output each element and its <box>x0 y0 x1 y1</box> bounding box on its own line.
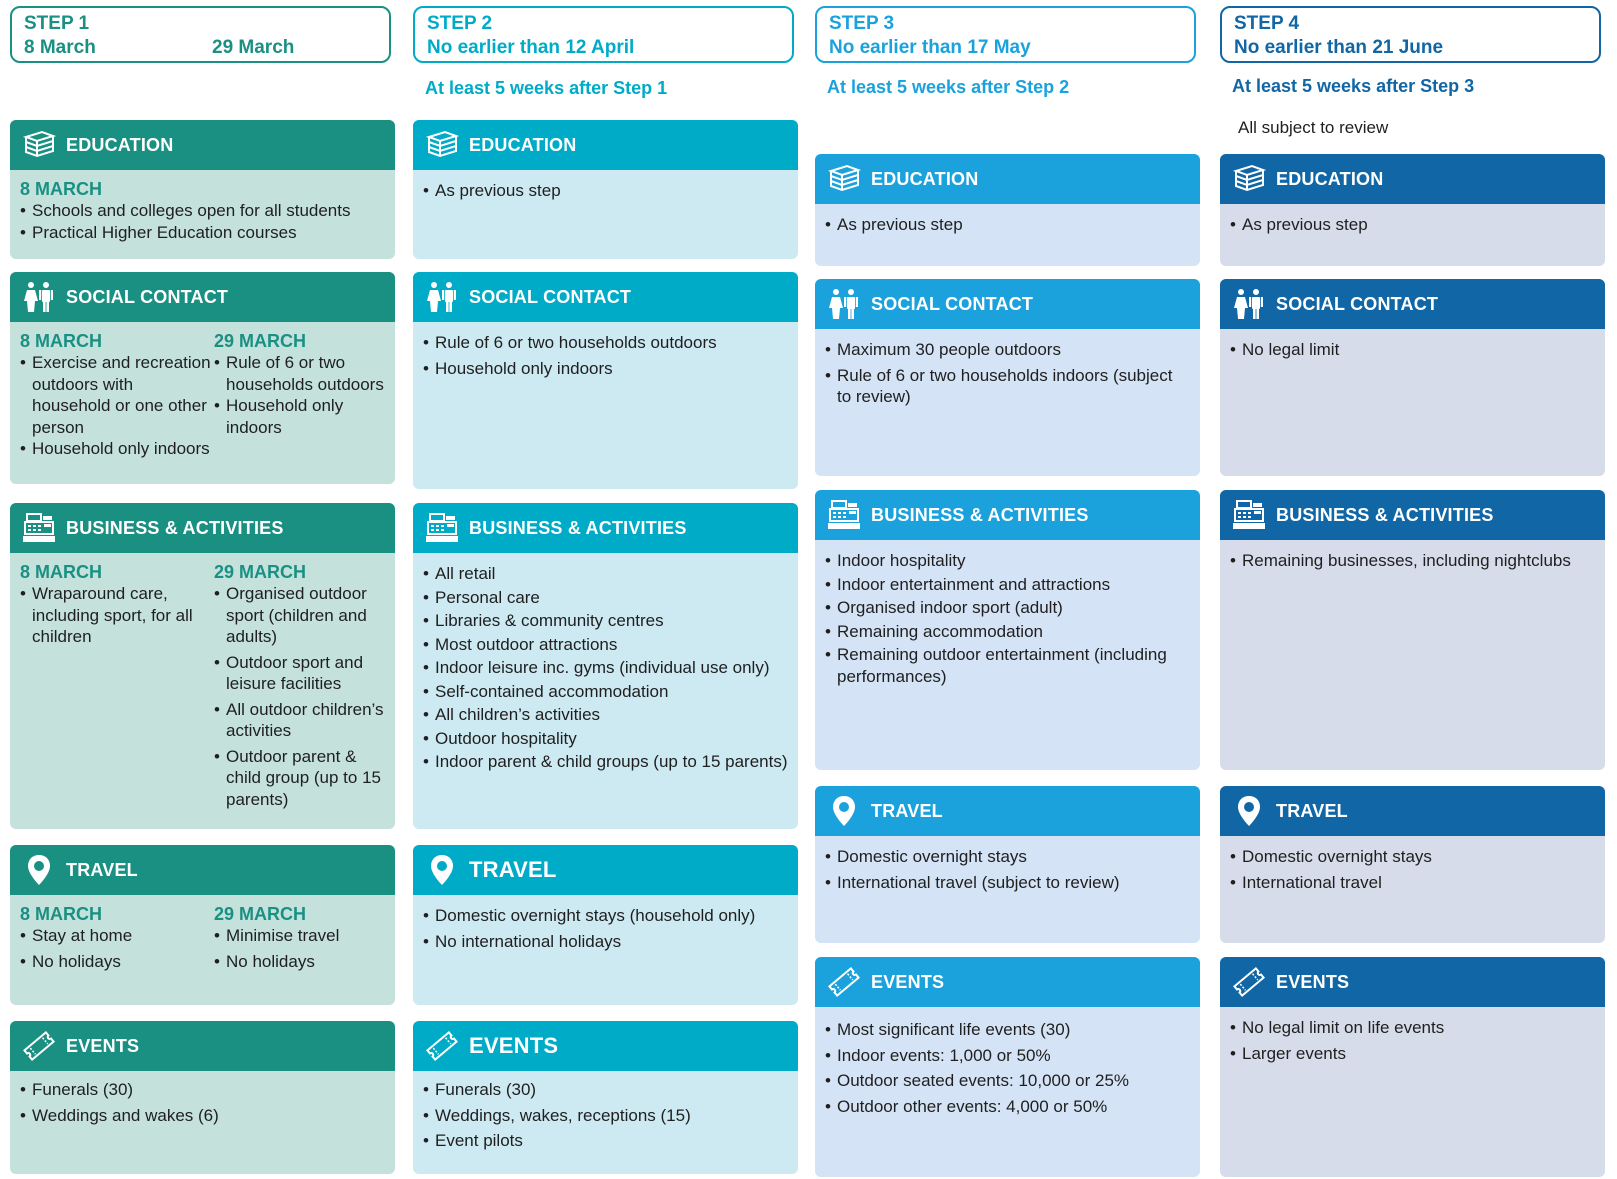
card-title: BUSINESS & ACTIVITIES <box>1276 504 1494 525</box>
card-title: EDUCATION <box>871 168 979 189</box>
bullet-list <box>20 583 214 648</box>
step-subtitle: At least 5 weeks after Step 2 <box>827 77 1070 97</box>
bullet-list <box>423 563 788 773</box>
bullet-item: • Event pilots <box>423 1130 788 1152</box>
business-activities-card <box>815 490 1200 770</box>
books-icon <box>825 162 863 196</box>
bullet-item: • Stay at home <box>20 925 214 947</box>
step-date: 8 March <box>24 37 96 58</box>
location-pin-icon <box>423 853 461 887</box>
bullet-list <box>214 352 385 438</box>
bullet-item: • All outdoor children’s activities <box>214 699 385 742</box>
social-contact-card <box>413 272 798 489</box>
bullet-item: • Outdoor other events: 4,000 or 50% <box>825 1096 1190 1118</box>
cash-register-icon <box>423 511 461 545</box>
card-title: SOCIAL CONTACT <box>66 286 229 307</box>
step-title: STEP 1 <box>24 13 90 34</box>
travel-card <box>1220 786 1605 943</box>
bullet-list <box>825 214 1190 236</box>
ticket-icon <box>20 1029 58 1063</box>
bullet-item: • Libraries & community centres <box>423 610 788 632</box>
business-activities-card <box>413 503 798 829</box>
bullet-item: • Domestic overnight stays <box>1230 846 1595 868</box>
step-date: No earlier than 17 May <box>829 37 1031 58</box>
bullet-item: • Outdoor sport and leisure facilities <box>214 652 385 695</box>
people-icon <box>423 280 461 314</box>
bullet-list <box>1230 214 1595 236</box>
bullet-item: • Indoor leisure inc. gyms (individual use only) <box>423 657 788 679</box>
date-label: 29 MARCH <box>214 904 307 924</box>
card-title: EVENTS <box>1276 971 1350 992</box>
bullet-item: • Funerals (30) <box>20 1079 385 1101</box>
education-card <box>1220 154 1605 266</box>
cash-register-icon <box>1230 498 1268 532</box>
bullet-list <box>214 583 385 810</box>
bullet-list <box>1230 339 1595 361</box>
events-card <box>413 1021 798 1174</box>
people-icon <box>825 287 863 321</box>
bullet-list <box>1230 1017 1595 1064</box>
card-title: TRAVEL <box>871 800 943 821</box>
bullet-item: • Indoor parent & child groups (up to 15 parents) <box>423 751 788 773</box>
bullet-item: • No legal limit on life events <box>1230 1017 1595 1039</box>
bullet-item: • Household only indoors <box>214 395 385 438</box>
travel-card <box>815 786 1200 943</box>
bullet-item: • Minimise travel <box>214 925 385 947</box>
card-title: EDUCATION <box>1276 168 1384 189</box>
step-1-column <box>10 0 395 1179</box>
bullet-item: • Most significant life events (30) <box>825 1019 1190 1041</box>
card-title: BUSINESS & ACTIVITIES <box>469 517 687 538</box>
card-title: EVENTS <box>66 1035 140 1056</box>
step-1-header <box>10 6 391 63</box>
education-card <box>815 154 1200 266</box>
bullet-item: • Indoor events: 1,000 or 50% <box>825 1045 1190 1067</box>
education-card <box>10 120 395 259</box>
bullet-list <box>20 352 214 460</box>
bullet-item: • No international holidays <box>423 931 788 953</box>
bullet-list <box>825 550 1190 687</box>
bullet-item: • As previous step <box>1230 214 1595 236</box>
bullet-item: • Outdoor seated events: 10,000 or 25% <box>825 1070 1190 1092</box>
bullet-item: • Organised outdoor sport (children and adults) <box>214 583 385 648</box>
step-title: STEP 4 <box>1234 13 1300 34</box>
bullet-item: • Domestic overnight stays (household only) <box>423 905 788 927</box>
bullet-item: • Rule of 6 or two households indoors (subject to review) <box>825 365 1190 408</box>
business-activities-card <box>10 503 395 829</box>
bullet-item: • Remaining businesses, including nightclubs <box>1230 550 1595 572</box>
bullet-item: • As previous step <box>423 180 788 202</box>
bullet-item: • Wraparound care, including sport, for all children <box>20 583 214 648</box>
social-contact-card <box>1220 279 1605 476</box>
bullet-item: • All children’s activities <box>423 704 788 726</box>
bullet-list <box>423 180 788 202</box>
bullet-list <box>825 1019 1190 1117</box>
bullet-item: • Exercise and recreation outdoors with household or one other person <box>20 352 214 438</box>
bullet-item: • Self-contained accommodation <box>423 681 788 703</box>
step-4-header <box>1220 6 1601 63</box>
books-icon <box>423 128 461 162</box>
date-label: 8 MARCH <box>20 331 103 351</box>
date-label: 29 MARCH <box>214 331 307 351</box>
date-label: 8 MARCH <box>20 179 103 199</box>
social-contact-card <box>10 272 395 484</box>
card-title: EVENTS <box>469 1033 559 1058</box>
card-title: TRAVEL <box>66 859 138 880</box>
bullet-list <box>20 925 214 972</box>
bullet-item: • Most outdoor attractions <box>423 634 788 656</box>
bullet-item: • Outdoor parent & child group (up to 15 parents) <box>214 746 385 811</box>
books-icon <box>1230 162 1268 196</box>
step-subtitle: At least 5 weeks after Step 3 <box>1232 76 1475 96</box>
review-note: All subject to review <box>1238 118 1389 137</box>
bullet-item: • Remaining outdoor entertainment (including performances) <box>825 644 1190 687</box>
business-activities-card <box>1220 490 1605 770</box>
location-pin-icon <box>20 853 58 887</box>
location-pin-icon <box>1230 794 1268 828</box>
bullet-list <box>20 200 385 243</box>
people-icon <box>1230 287 1268 321</box>
bullet-item: • Schools and colleges open for all students <box>20 200 385 222</box>
travel-card <box>413 845 798 1005</box>
bullet-item: • Maximum 30 people outdoors <box>825 339 1190 361</box>
step-date: No earlier than 21 June <box>1234 37 1444 58</box>
step-date: 29 March <box>212 37 295 58</box>
step-subtitle: At least 5 weeks after Step 1 <box>425 78 668 98</box>
bullet-list <box>423 1079 788 1152</box>
card-title: EDUCATION <box>469 134 577 155</box>
people-icon <box>20 280 58 314</box>
bullet-item: • Funerals (30) <box>423 1079 788 1101</box>
date-label: 8 MARCH <box>20 562 103 582</box>
events-card <box>1220 957 1605 1177</box>
cash-register-icon <box>20 511 58 545</box>
bullet-list <box>1230 846 1595 893</box>
bullet-list <box>20 1079 385 1126</box>
bullet-item: • Domestic overnight stays <box>825 846 1190 868</box>
travel-card <box>10 845 395 1005</box>
step-3-column <box>815 0 1200 1179</box>
bullet-item: • Organised indoor sport (adult) <box>825 597 1190 619</box>
bullet-item: • Larger events <box>1230 1043 1595 1065</box>
ticket-icon <box>825 965 863 999</box>
card-title: BUSINESS & ACTIVITIES <box>871 504 1089 525</box>
bullet-item: • International travel <box>1230 872 1595 894</box>
date-label: 8 MARCH <box>20 904 103 924</box>
bullet-list <box>825 846 1190 893</box>
bullet-item: • Weddings, wakes, receptions (15) <box>423 1105 788 1127</box>
bullet-item: • All retail <box>423 563 788 585</box>
events-card <box>815 957 1200 1177</box>
card-title: EDUCATION <box>66 134 174 155</box>
bullet-list <box>1230 550 1595 572</box>
bullet-list <box>423 905 788 952</box>
bullet-item: • As previous step <box>825 214 1190 236</box>
step-date: No earlier than 12 April <box>427 37 635 58</box>
bullet-item: • Outdoor hospitality <box>423 728 788 750</box>
card-title: BUSINESS & ACTIVITIES <box>66 517 284 538</box>
bullet-list <box>214 925 385 972</box>
bullet-item: • No legal limit <box>1230 339 1595 361</box>
step-2-column <box>413 0 798 1179</box>
card-title: SOCIAL CONTACT <box>871 293 1034 314</box>
bullet-item: • International travel (subject to review) <box>825 872 1190 894</box>
bullet-item: • Household only indoors <box>20 438 214 460</box>
bullet-item: • No holidays <box>214 951 385 973</box>
books-icon <box>20 128 58 162</box>
step-3-header <box>815 6 1196 63</box>
bullet-item: • Rule of 6 or two households outdoors <box>423 332 788 354</box>
education-card <box>413 120 798 259</box>
ticket-icon <box>1230 965 1268 999</box>
date-label: 29 MARCH <box>214 562 307 582</box>
bullet-item: • Household only indoors <box>423 358 788 380</box>
bullet-list <box>423 332 788 379</box>
step-title: STEP 2 <box>427 13 493 34</box>
bullet-item: • No holidays <box>20 951 214 973</box>
step-title: STEP 3 <box>829 13 895 34</box>
cash-register-icon <box>825 498 863 532</box>
step-2-header <box>413 6 794 63</box>
bullet-item: • Remaining accommodation <box>825 621 1190 643</box>
card-title: SOCIAL CONTACT <box>469 286 632 307</box>
card-title: TRAVEL <box>469 857 557 882</box>
bullet-item: • Rule of 6 or two households outdoors <box>214 352 385 395</box>
bullet-list <box>825 339 1190 408</box>
social-contact-card <box>815 279 1200 476</box>
bullet-item: • Indoor hospitality <box>825 550 1190 572</box>
card-title: EVENTS <box>871 971 945 992</box>
bullet-item: • Weddings and wakes (6) <box>20 1105 385 1127</box>
ticket-icon <box>423 1029 461 1063</box>
location-pin-icon <box>825 794 863 828</box>
step-4-column <box>1220 0 1605 1179</box>
card-title: TRAVEL <box>1276 800 1348 821</box>
bullet-item: • Practical Higher Education courses <box>20 222 385 244</box>
events-card <box>10 1021 395 1174</box>
bullet-item: • Personal care <box>423 587 788 609</box>
bullet-item: • Indoor entertainment and attractions <box>825 574 1190 596</box>
card-title: SOCIAL CONTACT <box>1276 293 1439 314</box>
